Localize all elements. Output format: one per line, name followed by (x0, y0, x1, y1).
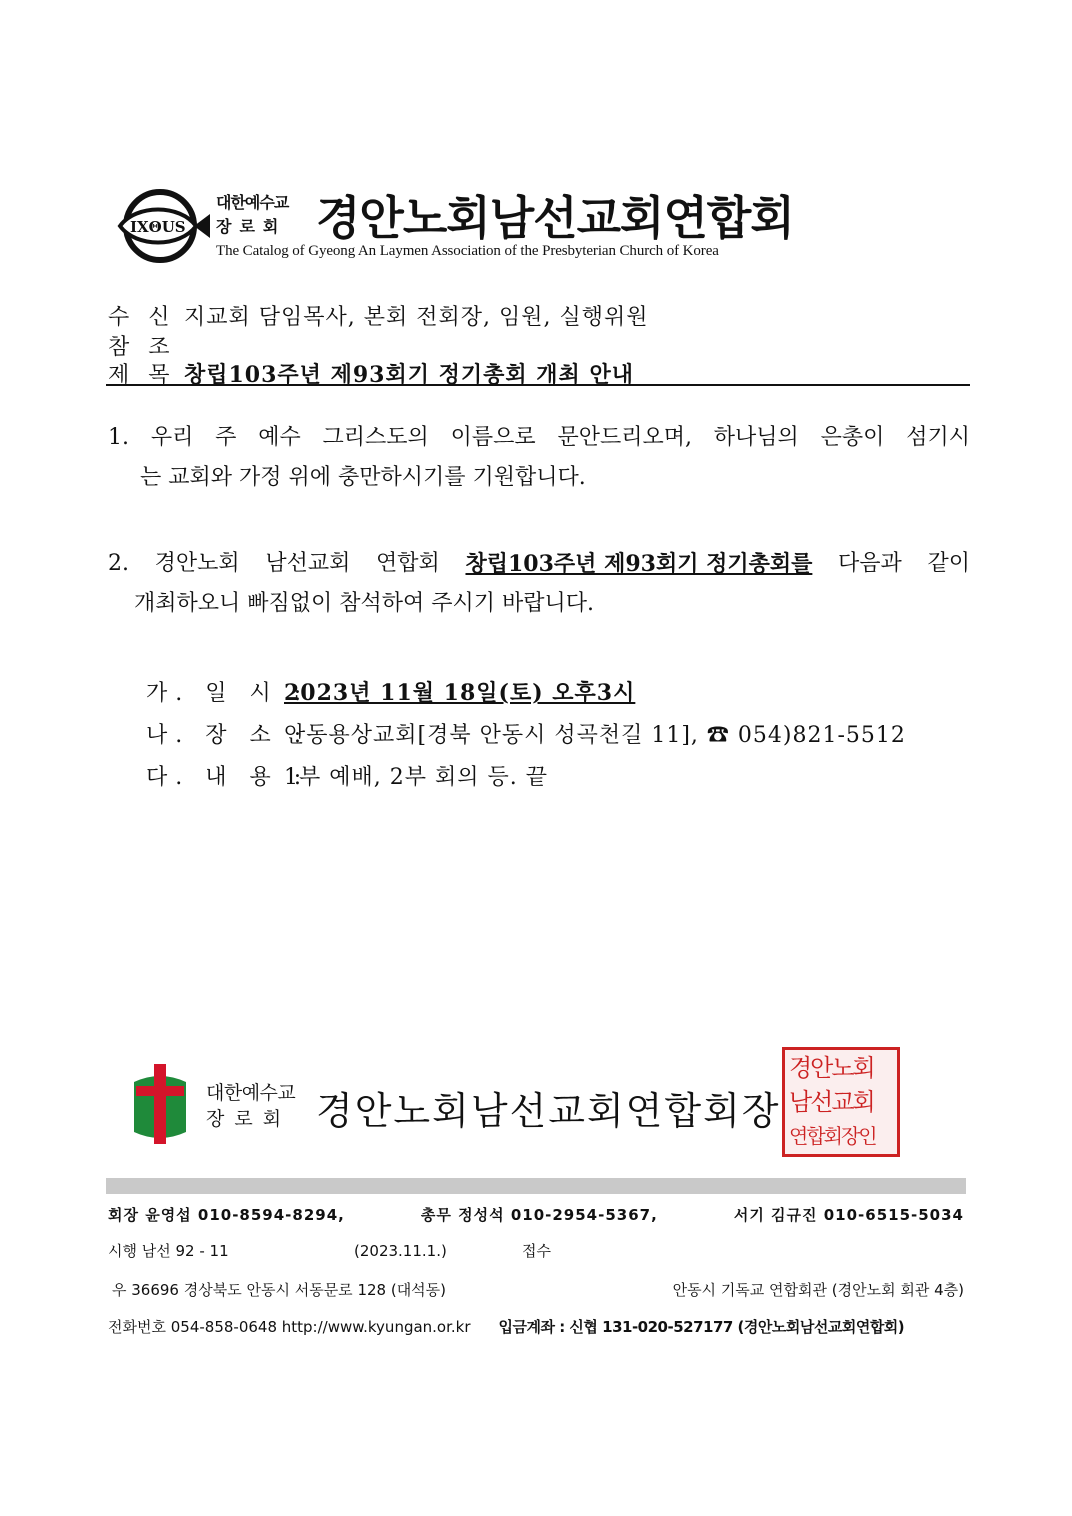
paragraph-2-word: 경안노회 (154, 551, 240, 576)
paragraph-1 (108, 418, 970, 498)
paragraph-1-line-2: 는 교회와 가정 위에 충만하시기를 기원합니다. (140, 465, 586, 490)
signature-title: 경안노회남선교회연합회장 (316, 1089, 781, 1133)
officer-general-affairs: 총무 정성석 010-2954-5367, (420, 1206, 658, 1224)
paragraph-1-line-1 (108, 418, 970, 458)
paragraph-2-word: 같이 (927, 551, 970, 576)
subject-value: 창립103주년 제93회기 정기총회 개최 안내 (184, 362, 634, 388)
building-name: 안동시 기독교 연합회관 (경안노회 회관 4층) (672, 1281, 964, 1299)
reference-label: 참 조 (108, 335, 176, 360)
paragraph-1-word: 섬기시 (906, 425, 970, 450)
signature-denomination-line1: 대한예수교 (206, 1082, 296, 1104)
header-denomination-line2: 장로회 (216, 217, 287, 236)
content-label: 다. 내 용 : (146, 765, 310, 790)
svg-text:IXΘUS: IXΘUS (130, 218, 186, 236)
detail-place (146, 718, 906, 749)
content-value: 1부 예배, 2부 회의 등. 끝 (284, 765, 548, 790)
paragraph-1-word: 예수 (258, 425, 301, 450)
paragraph-2-word: 창립103주년 제93회기 정기총회를 (465, 551, 813, 577)
detail-date (146, 676, 635, 707)
header-english-name: The Catalog of Gyeong An Laymen Association of the Presbyterian Church of Korea (216, 243, 719, 259)
paragraph-2-line-1 (108, 544, 970, 584)
seal-row-2: 남선교회 (789, 1088, 874, 1116)
detail-content (146, 760, 548, 791)
paragraph-2-word: 다음과 (838, 551, 902, 576)
recipient-value: 지교회 담임목사, 본회 전회장, 임원, 실행위원 (184, 305, 649, 330)
paragraph-2-word: 연합회 (376, 551, 440, 576)
paragraph-1-word: 하나님의 (713, 425, 799, 450)
seal-row-1: 경안노회 (789, 1054, 874, 1082)
paragraph-1-word: 1. (108, 425, 129, 450)
document-receipt: 접수 (522, 1242, 551, 1260)
paragraph-1-word: 그리스도의 (322, 425, 429, 450)
header-title: 경안노회남선교회연합회 (316, 191, 794, 245)
paragraph-1-word: 주 (215, 425, 237, 450)
footer-officers (108, 1204, 964, 1225)
footer-divider-bar (106, 1178, 966, 1194)
paragraph-2-word: 남선교회 (265, 551, 351, 576)
date-label: 가. 일 시 : (146, 681, 310, 706)
recipient-label: 수 신 (108, 305, 176, 330)
place-value: 안동용상교회[경북 안동시 성곡천길 11], ☎ 054)821-5512 (284, 723, 906, 748)
signature-denomination-line2: 장로회 (206, 1108, 292, 1130)
bank-account: 입금계좌 : 신협 131-020-527177 (경안노회남선교회연합회) (498, 1318, 905, 1336)
officer-president: 회장 윤영섭 010-8594-8294, (108, 1206, 345, 1224)
date-value: 2023년 11월 18일(토) 오후3시 (284, 680, 636, 706)
footer-document-info (108, 1240, 551, 1261)
paragraph-2-word: 2. (108, 551, 129, 576)
paragraph-1-word: 문안드리오며, (557, 425, 692, 450)
footer-contact (108, 1316, 904, 1337)
subject-label: 제 목 (108, 363, 176, 388)
paragraph-2-line-2: 개최하오니 빠짐없이 참석하여 주시기 바랍니다. (134, 591, 595, 616)
footer-address (108, 1279, 964, 1300)
cross-logo-icon (128, 1062, 192, 1146)
document-number: 시행 남선 92 - 11 (108, 1242, 229, 1260)
seal-row-3: 연합회장인 (789, 1124, 876, 1148)
document-date: (2023.11.1.) (354, 1242, 447, 1260)
postal-address: 우 36696 경상북도 안동시 서동문로 128 (대석동) (112, 1281, 447, 1299)
header-denomination-line1: 대한예수교 (216, 193, 289, 212)
ichthys-logo (116, 186, 212, 266)
official-seal (782, 1047, 900, 1157)
paragraph-1-word: 이름으로 (450, 425, 536, 450)
officer-secretary: 서기 김규진 010-6515-5034 (733, 1206, 964, 1224)
meta-reference (108, 330, 184, 361)
place-label: 나. 장 소 : (146, 723, 310, 748)
paragraph-2 (108, 544, 970, 624)
meta-recipient (108, 300, 648, 331)
paragraph-1-word: 우리 (150, 425, 194, 450)
paragraph-1-word: 은총이 (820, 425, 885, 450)
subject-divider (106, 384, 970, 386)
phone-and-website: 전화번호 054-858-0648 http://www.kyungan.or.kr (108, 1318, 471, 1336)
